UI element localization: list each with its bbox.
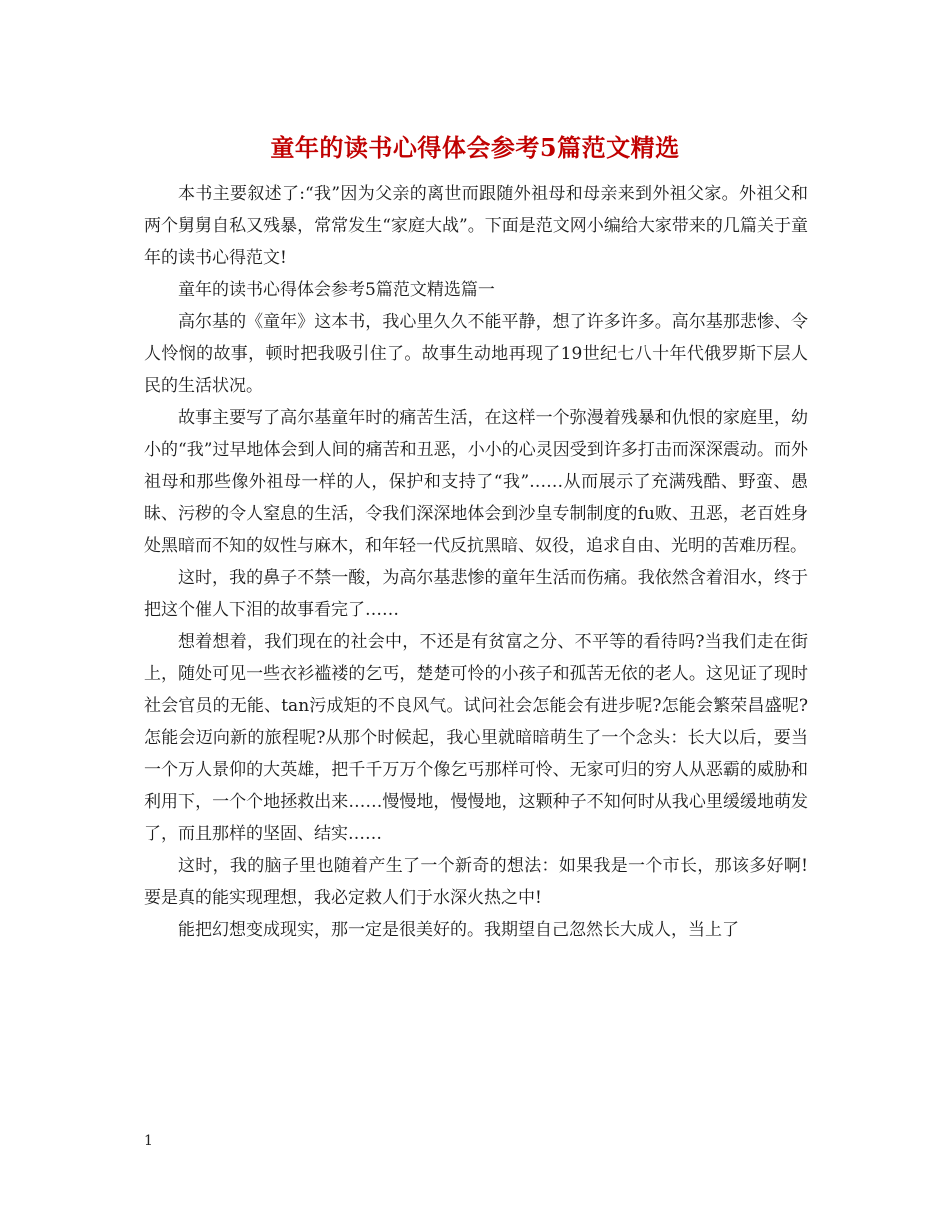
body-paragraph: 这时，我的鼻子不禁一酸，为高尔基悲惨的童年生活而伤痛。我依然含着泪水，终于把这个催人下泪的故事看完了…… [144,568,808,620]
body-paragraph: 这时，我的脑子里也随着产生了一个新奇的想法：如果我是一个市长，那该多好啊!要是真的能实现理想，我必定救人们于水深火热之中! [144,856,808,908]
section-heading: 童年的读书心得体会参考5篇范文精选篇一 [178,280,495,300]
body-paragraph: 想着想着，我们现在的社会中，不还是有贫富之分、不平等的看待吗?当我们走在街上，随处可见一些衣衫褴褛的乞丐，楚楚可怜的小孩子和孤苦无依的老人。这见证了现时社会官员的无能、tan污成矩的不良风气。试问社会怎能会有进步呢?怎能会繁荣昌盛呢?怎能会迈向新的旅程呢?从那个时候起，我心里就暗暗萌生了一个念头：长大以后，要当一个万人景仰的大英雄，把千千万万个像乞丐那样可怜、无家可归的穷人从恶霸的威胁和利用下，一个个地拯救出来……慢慢地，慢慢地，这颗种子不知何时从我心里缓缓地萌发了，而且那样的坚固、结实…… [144,632,808,844]
page-number: 1 [144,1133,153,1149]
document-body [144,178,808,946]
intro-paragraph: 本书主要叙述了:“我”因为父亲的离世而跟随外祖母和母亲来到外祖父家。外祖父和两个舅舅自私又残暴，常常发生“家庭大战”。下面是范文网小编给大家带来的几篇关于童年的读书心得范文! [144,184,808,268]
body-paragraph: 故事主要写了高尔基童年时的痛苦生活，在这样一个弥漫着残暴和仇恨的家庭里，幼小的“我”过早地体会到人间的痛苦和丑恶，小小的心灵因受到许多打击而深深震动。而外祖母和那些像外祖母一样的人，保护和支持了“我”……从而展示了充满残酷、野蛮、愚昧、污秽的令人窒息的生活，令我们深深地体会到沙皇专制制度的fu败、丑恶，老百姓身处黑暗而不知的奴性与麻木，和年轻一代反抗黑暗、奴役，追求自由、光明的苦难历程。 [144,408,808,556]
body-paragraph: 能把幻想变成现实，那一定是很美好的。我期望自己忽然长大成人，当上了 [178,920,739,940]
document-title: 童年的读书心得体会参考5篇范文精选 [270,133,680,162]
body-paragraph: 高尔基的《童年》这本书，我心里久久不能平静，想了许多许多。高尔基那悲惨、令人怜悯的故事，顿时把我吸引住了。故事生动地再现了19世纪七八十年代俄罗斯下层人民的生活状况。 [144,312,808,396]
